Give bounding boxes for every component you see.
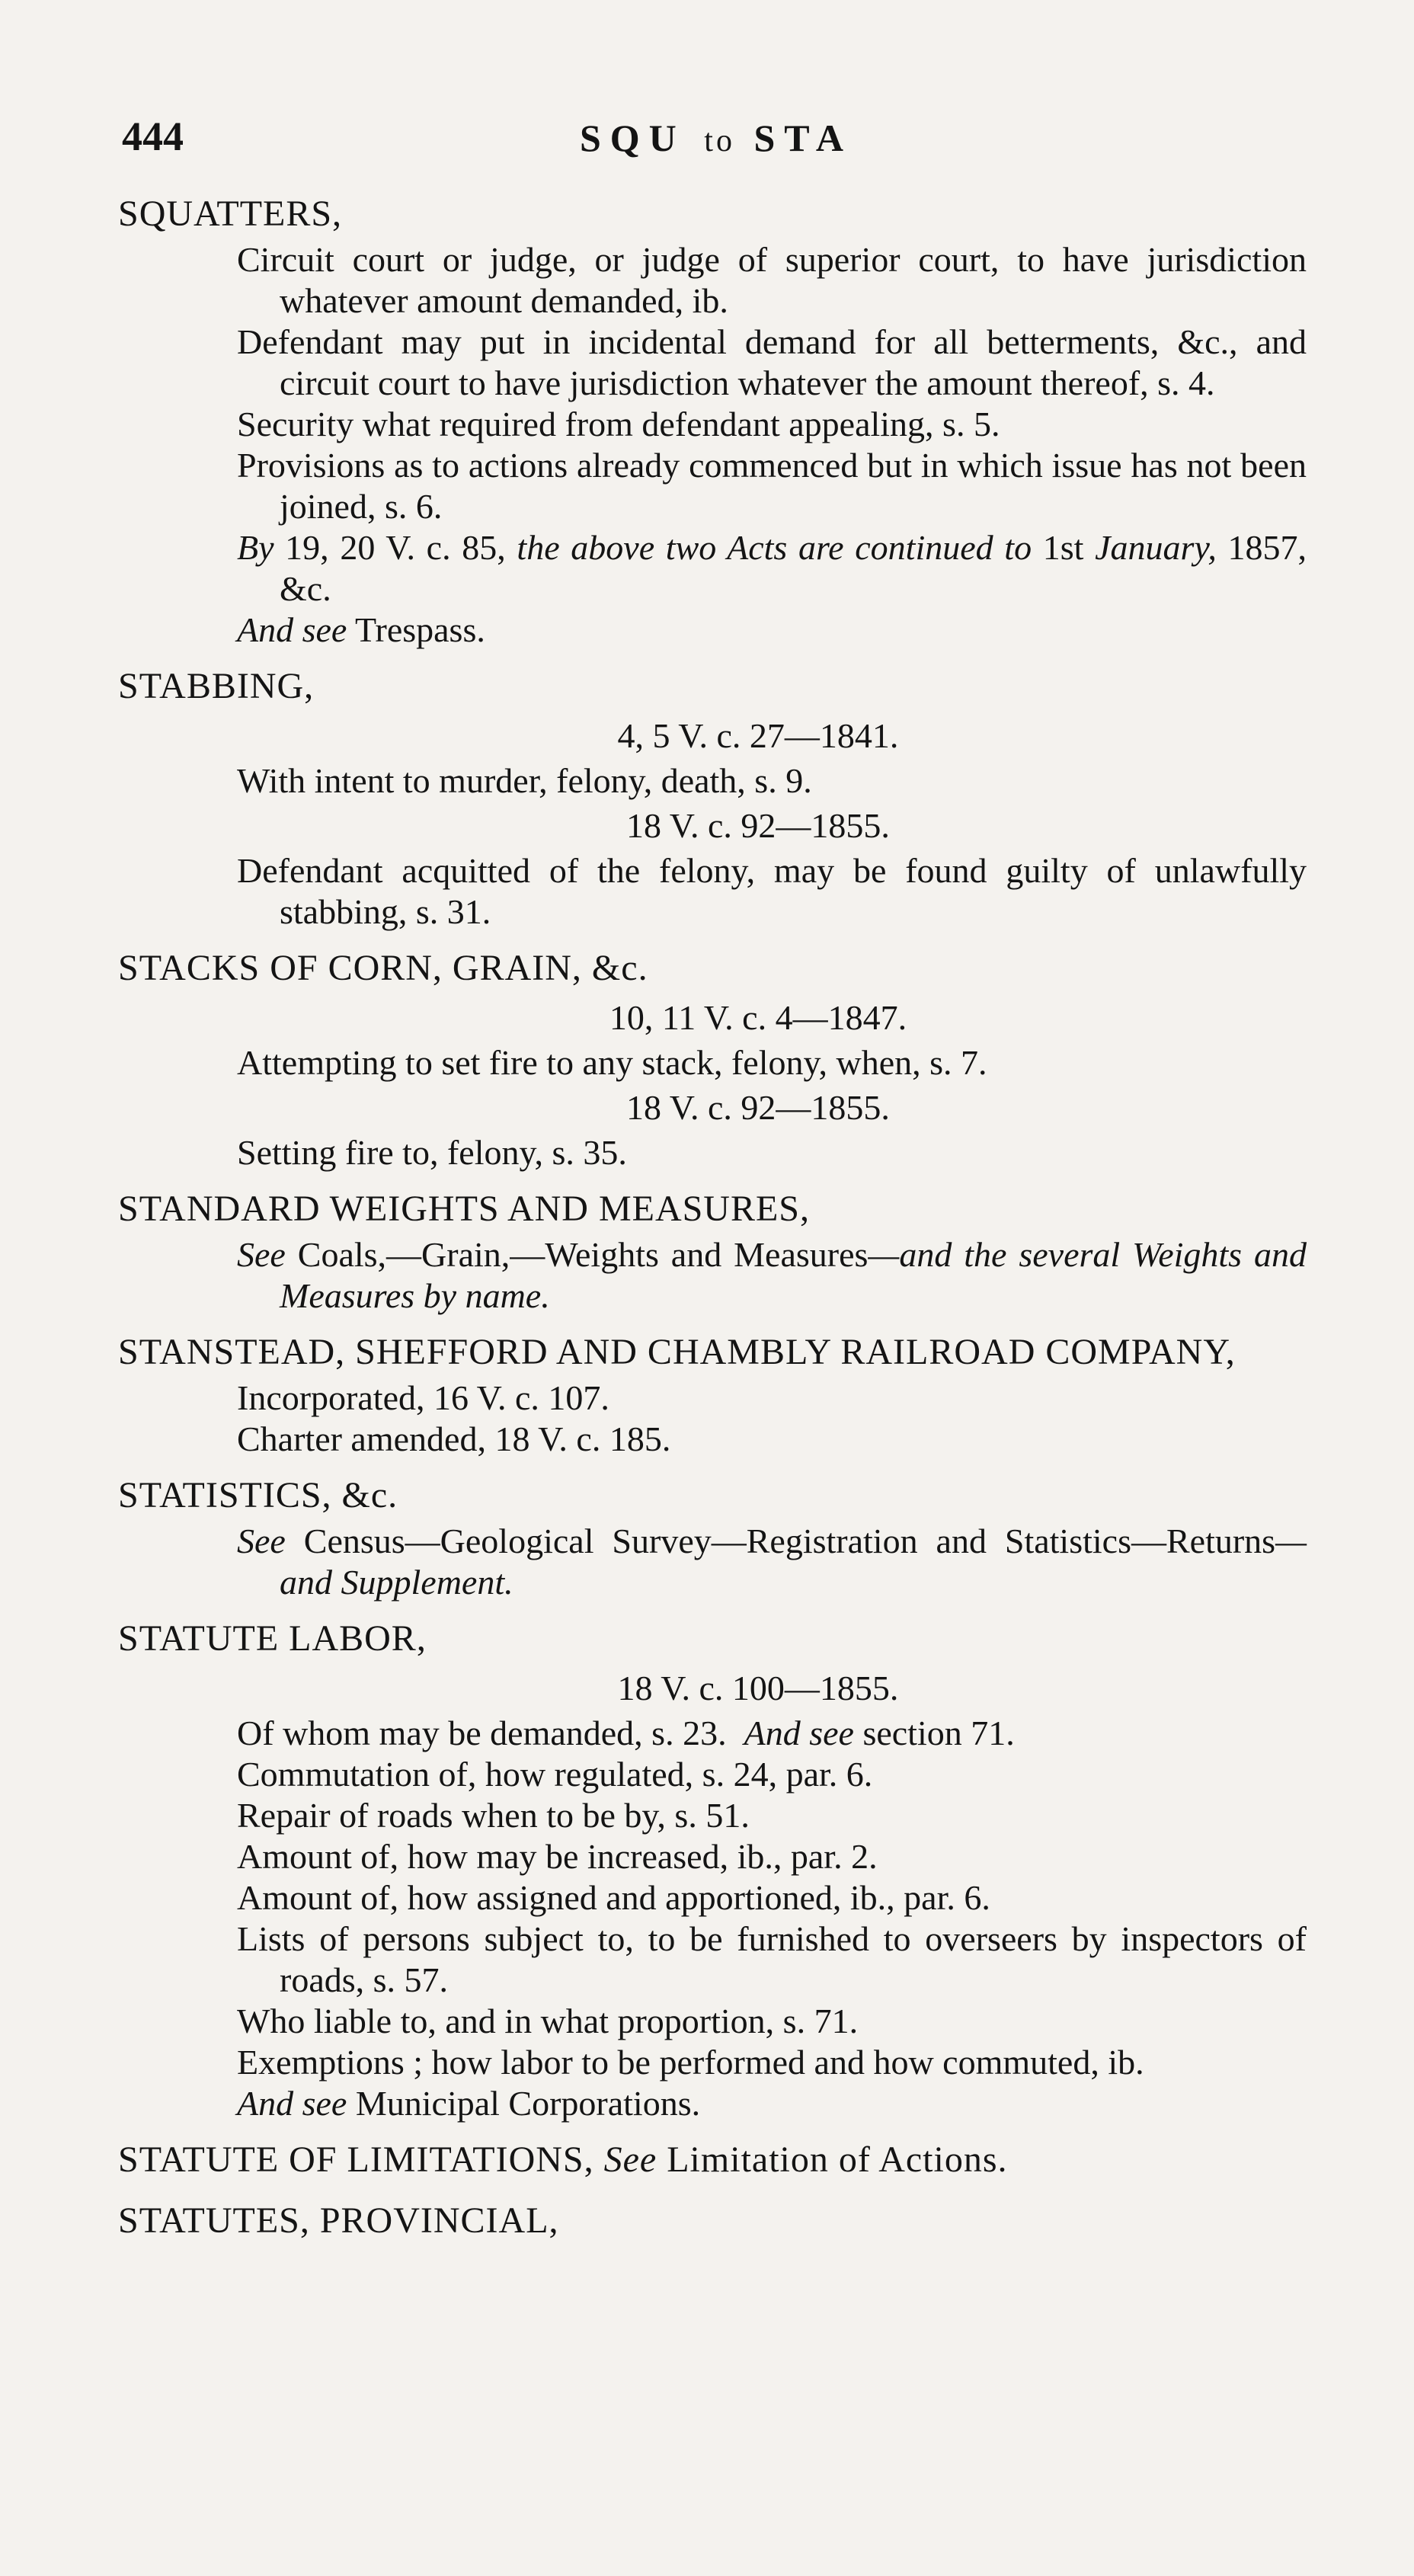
list-item: Exemptions ; how labor to be performed and how commuted, ib. (237, 2043, 1144, 2082)
list-item: Repair of roads when to be by, s. 51. (237, 1796, 750, 1835)
list-item: Commutation of, how regulated, s. 24, par. 6. (237, 1755, 873, 1794)
entry-statutes-provincial (118, 2196, 1307, 2246)
running-title-right: STA (753, 117, 853, 159)
entry-stacks (118, 943, 1307, 1173)
list-item: Incorporated, 16 V. c. 107. (237, 1378, 609, 1417)
see-prefix: See (603, 2139, 657, 2180)
act-citation: 4, 5 V. c. 27—1841. (617, 716, 899, 755)
list-item (118, 1713, 1307, 1754)
see-italic: —and the several Weights and Measures by name. (280, 1235, 1307, 1315)
item-text: Of whom may be demanded, s. 23. (237, 1714, 727, 1752)
entry-stabbing (118, 661, 1307, 933)
see-italic: —and Supplement. (280, 1522, 1307, 1602)
see-text: Trespass. (347, 610, 485, 649)
list-item: Lists of persons subject to, to be furnished to overseers by inspectors of roads, s. 57. (237, 1919, 1307, 1999)
list-item: Attempting to set fire to any stack, felony, when, s. 7. (237, 1043, 987, 1082)
entry-heading: SQUATTERS, (118, 194, 343, 234)
list-item: Amount of, how may be increased, ib., par. 2. (237, 1837, 878, 1876)
entry-heading: STATUTES, PROVINCIAL, (118, 2200, 559, 2241)
entry-heading: STACKS OF CORN, GRAIN, &c. (118, 948, 648, 988)
cross-reference (118, 1521, 1307, 1603)
by-text: 19, 20 V. c. 85, (274, 528, 517, 567)
see-text: Municipal Corporations. (347, 2084, 701, 2123)
by-prefix: By (237, 528, 274, 567)
see-prefix: See (237, 1235, 286, 1274)
entry-statute-labor (118, 1614, 1307, 2124)
cross-reference (118, 610, 1307, 651)
cross-reference (118, 2083, 1307, 2124)
entry-heading: STATUTE LABOR, (118, 1618, 427, 1659)
act-citation: 18 V. c. 92—1855. (626, 806, 890, 845)
list-item: Amount of, how assigned and apportioned, ib., par. 6. (237, 1878, 990, 1917)
see-prefix: See (237, 1522, 286, 1560)
list-item: With intent to murder, felony, death, s. 9. (237, 761, 812, 800)
entry-statistics (118, 1470, 1307, 1603)
entry-standard-weights (118, 1184, 1307, 1317)
list-item: Circuit court or judge, or judge of superior court, to have jurisdiction whatever amount demanded, ib. (237, 240, 1307, 320)
entry-heading: STABBING, (118, 666, 315, 706)
see-prefix: And see (744, 1714, 854, 1752)
entry-heading: STANSTEAD, SHEFFORD AND CHAMBLY RAILROAD COMPANY, (118, 1332, 1236, 1372)
by-date: January, (1095, 528, 1217, 567)
see-text: Limitation of Actions. (657, 2139, 1008, 2180)
index-content (118, 189, 1307, 2246)
entry-heading: STATISTICS, &c. (118, 1475, 398, 1515)
running-title-left: SQU (579, 117, 686, 159)
act-citation: 10, 11 V. c. 4—1847. (609, 998, 907, 1037)
see-prefix: And see (237, 2084, 347, 2123)
by-end: 1857, &c. (280, 528, 1307, 608)
see-text: section 71. (853, 1714, 1015, 1752)
list-item: Who liable to, and in what proportion, s. 71. (237, 2002, 859, 2040)
list-item: Provisions as to actions already commenced but in which issue has not been joined, s. 6. (237, 446, 1307, 526)
heading-text: STATUTE OF LIMITATIONS, (118, 2139, 594, 2180)
by-tail: 1st (1032, 528, 1096, 567)
act-citation: 18 V. c. 92—1855. (626, 1088, 890, 1127)
list-item: Defendant may put in incidental demand for all betterments, &c., and circuit court to have jurisdiction whatever the amount thereof, s. 4. (237, 322, 1307, 402)
list-item: Charter amended, 18 V. c. 185. (237, 1419, 671, 1458)
see-text: Census—Geological Survey—Registration and Statistics—Returns (285, 1522, 1276, 1560)
continuation-note (118, 527, 1307, 610)
list-item: Defendant acquitted of the felony, may be found guilty of unlawfully stabbing, s. 31. (237, 851, 1307, 931)
running-title (122, 116, 1310, 160)
cross-reference (118, 1234, 1307, 1317)
act-citation: 18 V. c. 100—1855. (617, 1669, 899, 1707)
list-item: Setting fire to, felony, s. 35. (237, 1133, 627, 1172)
see-text: Coals,—Grain,—Weights and Measures (285, 1235, 869, 1274)
entry-heading (118, 2135, 1307, 2185)
list-item: Security what required from defendant appealing, s. 5. (237, 405, 1000, 443)
entry-stanstead (118, 1327, 1307, 1460)
page-header (122, 113, 1310, 174)
see-prefix: And see (237, 610, 347, 649)
by-italic: the above two Acts are continued to (517, 528, 1032, 567)
entry-statute-of-limitations (118, 2135, 1307, 2185)
entry-heading: STANDARD WEIGHTS AND MEASURES, (118, 1189, 810, 1229)
running-title-mid: to (704, 123, 735, 158)
entry-squatters (118, 189, 1307, 651)
page-number: 444 (122, 114, 184, 159)
